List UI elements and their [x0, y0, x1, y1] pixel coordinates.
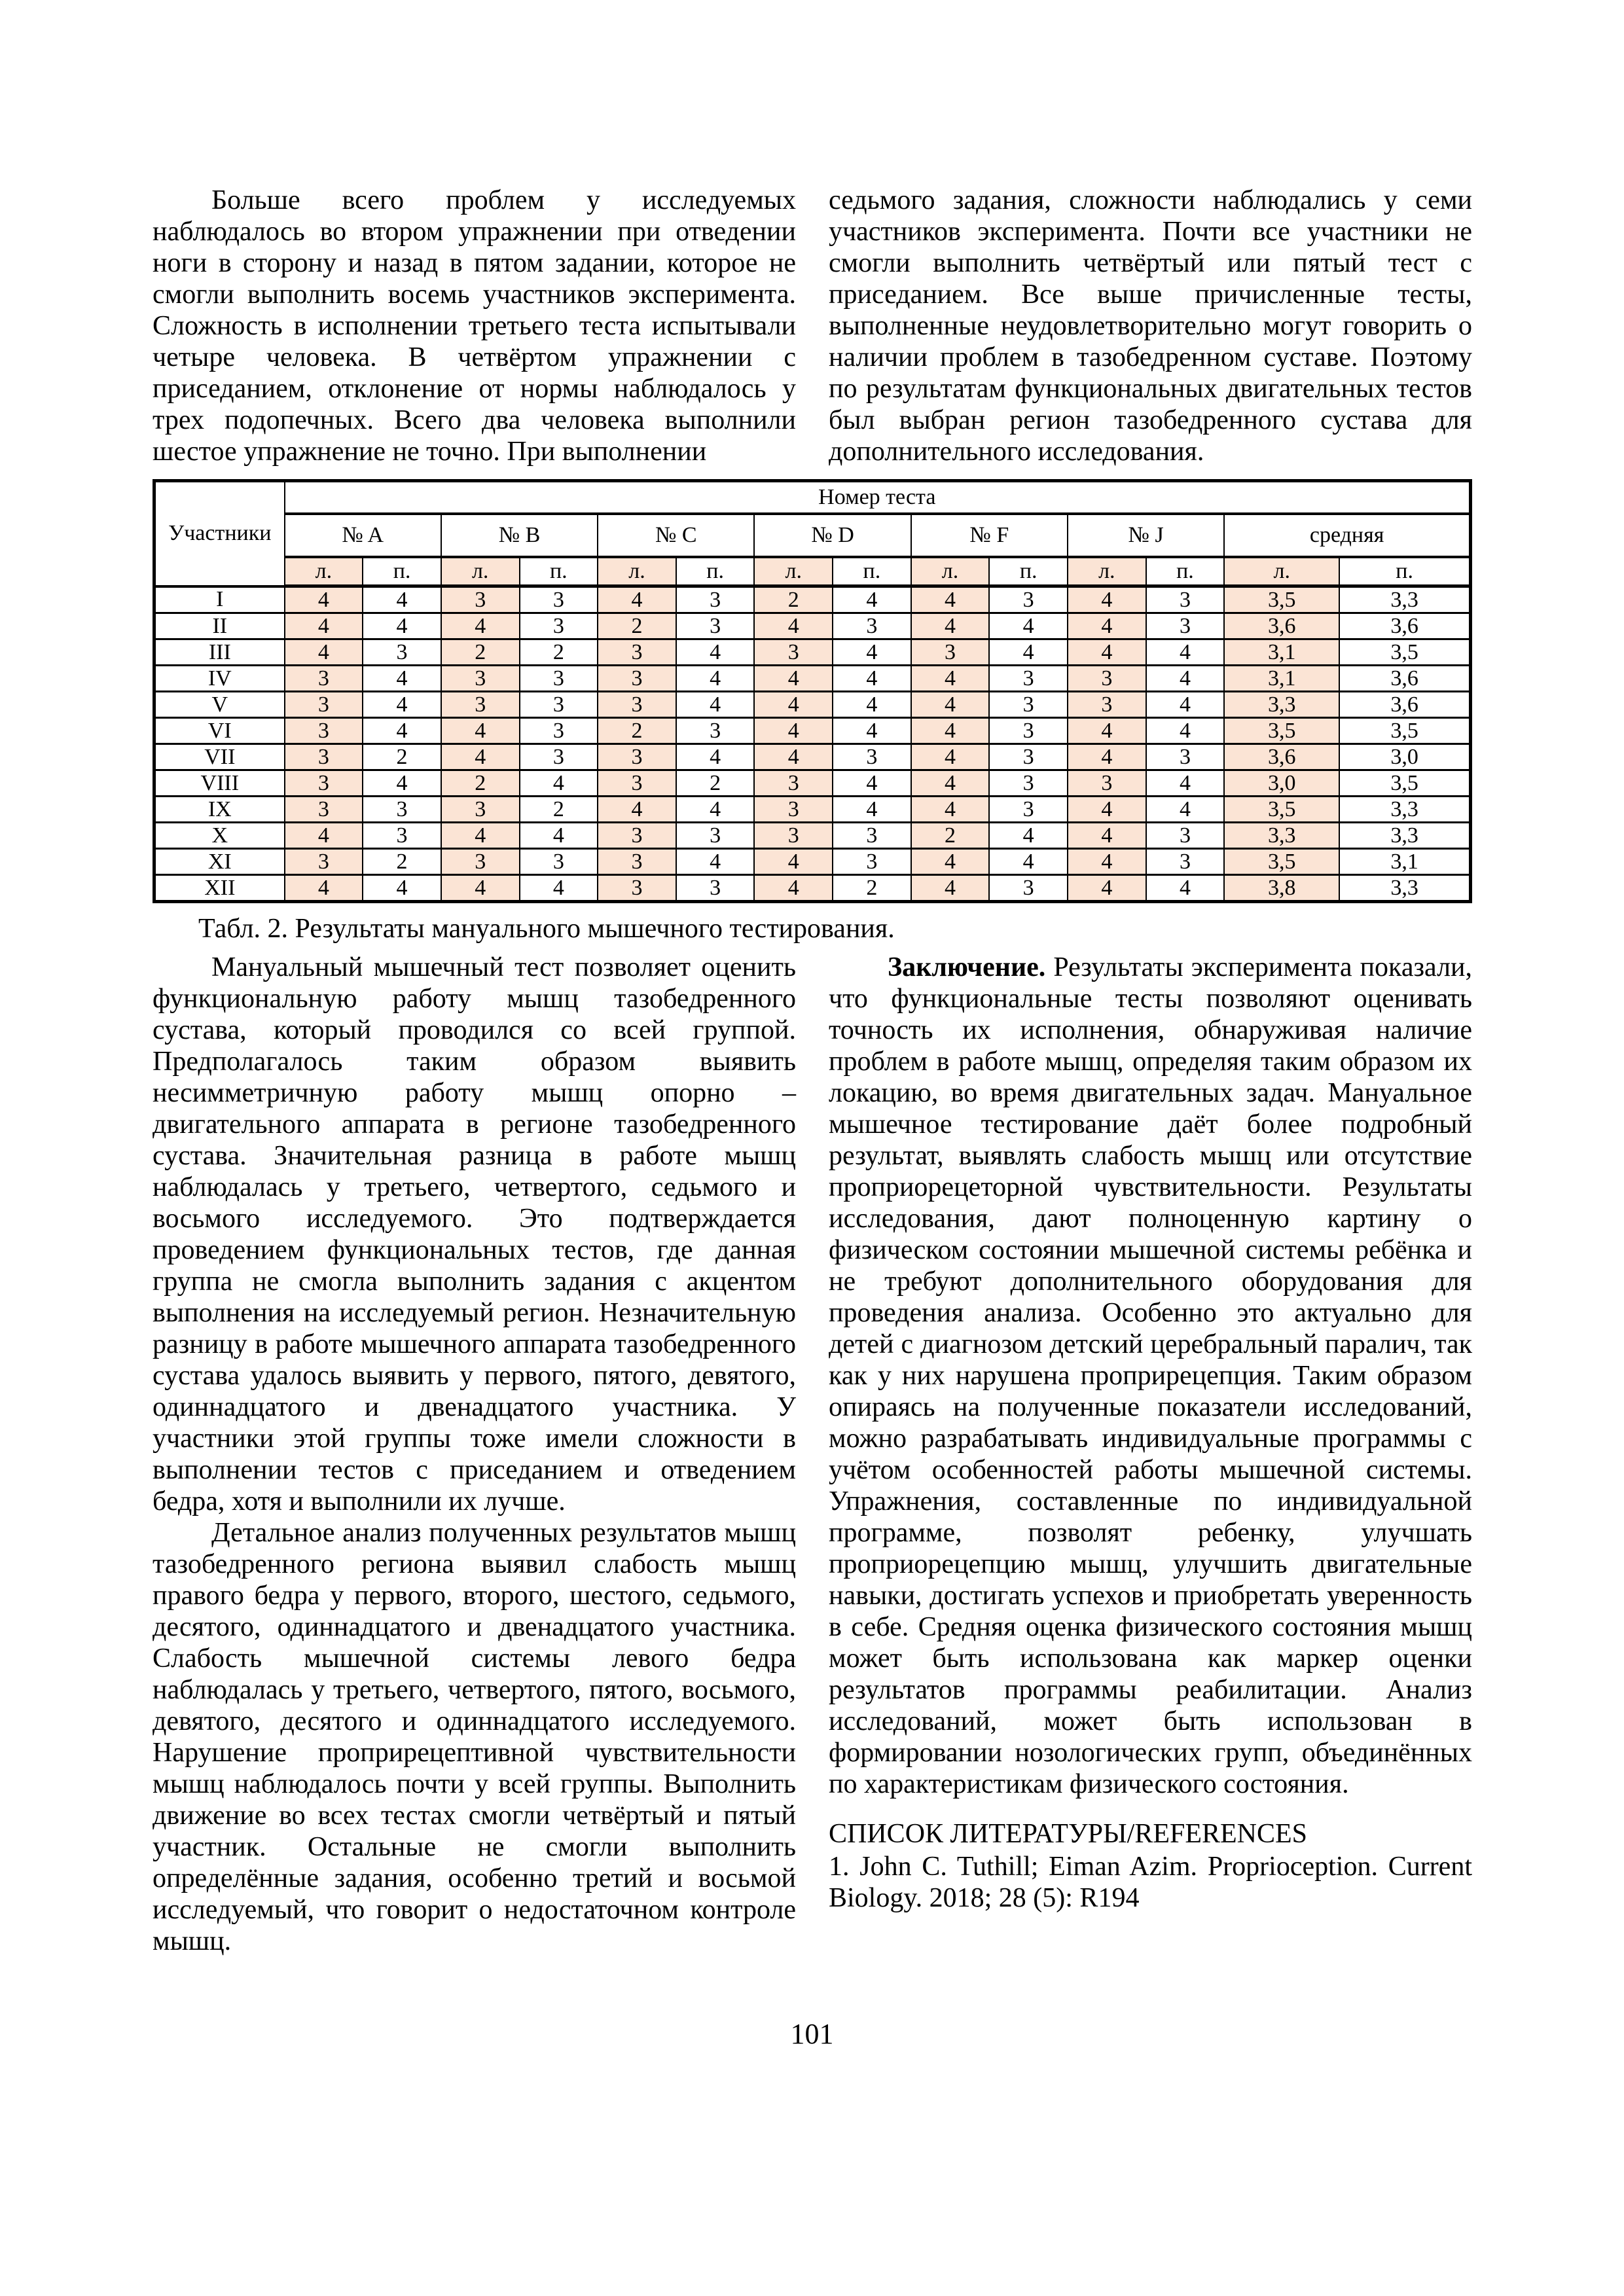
table-cell: 3 [598, 875, 676, 902]
group-header: средняя [1224, 514, 1470, 557]
table-cell: 4 [285, 586, 363, 613]
table-cell: 2 [598, 718, 676, 744]
table-cell: 4 [520, 823, 598, 849]
table-cell: 4 [1146, 639, 1225, 666]
participant-cell: IV [154, 666, 285, 692]
table-cell: 3,1 [1339, 849, 1470, 875]
table-cell: 3 [598, 770, 676, 797]
table-cell: 4 [754, 744, 833, 770]
table-cell: 3 [1146, 823, 1225, 849]
table-cell: 3 [285, 666, 363, 692]
table-cell: 3,3 [1339, 823, 1470, 849]
table-cell: 3 [1146, 744, 1225, 770]
participant-cell: VI [154, 718, 285, 744]
table-cell: 4 [754, 692, 833, 718]
table-cell: 3 [833, 744, 911, 770]
table-row [154, 613, 1471, 639]
table-row [154, 797, 1471, 823]
table-cell: 3 [520, 613, 598, 639]
top-right-column [829, 185, 1472, 467]
group-header: № C [598, 514, 754, 557]
table-cell: 3 [363, 823, 441, 849]
paragraph: Детальное анализ полученных результатов мышц тазобедренного региона выявил слабость мышц правого бедра у первого, второго, шестого, седьмого, десятого, одиннадцатого и двенадцатого участника. Слабость мышечной системы левого бедра наблюдалась у третьего, четвертого, пятого, восьмого, девятого, десятого и одиннадцатого исследуемого. Нарушение проприрецептивной чувствительности мышц наблюдалось почти у всей группы. Выполнить движение во всех тестах смогли четвёртый и пятый участник. Остальные не смогли выполнить определённые задания, особенно третий и восьмой исследуемый, что говорит о недостаточном контроле мышц. [153, 1518, 796, 1956]
table-cell: 3 [598, 849, 676, 875]
table-cell: 4 [285, 875, 363, 902]
references-heading: СПИСОК ЛИТЕРАТУРЫ/REFERENCES [829, 1819, 1308, 1849]
table-cell: 3,8 [1224, 875, 1339, 902]
table-header-row [154, 481, 1471, 514]
participant-cell: X [154, 823, 285, 849]
table-cell: 4 [833, 639, 911, 666]
table-cell: 3 [520, 744, 598, 770]
participant-cell: XI [154, 849, 285, 875]
table-cell: 4 [363, 613, 441, 639]
table-cell: 4 [911, 849, 990, 875]
results-table [153, 479, 1472, 903]
table-cell: 3 [598, 744, 676, 770]
table-cell: 4 [441, 613, 520, 639]
table-cell: 3,5 [1224, 586, 1339, 613]
table-cell: 2 [754, 586, 833, 613]
table-cell: 3 [285, 692, 363, 718]
table-cell: 3 [833, 849, 911, 875]
table-cell: 3,6 [1339, 666, 1470, 692]
participant-cell: II [154, 613, 285, 639]
table-cell: 4 [1146, 797, 1225, 823]
participant-cell: VIII [154, 770, 285, 797]
table-group-header-row [154, 514, 1471, 557]
table-cell: 4 [676, 666, 755, 692]
table-cell: 3 [441, 586, 520, 613]
table-cell: 4 [1146, 770, 1225, 797]
table-cell: 4 [598, 586, 676, 613]
subcolumn-header: п. [520, 557, 598, 586]
table-body [154, 586, 1471, 902]
conclusion-paragraph [829, 952, 1472, 1800]
table-cell: 4 [598, 797, 676, 823]
conclusion-text: Результаты эксперимента показали, что функциональные тесты позволяют оценивать точность их исполнения, обнаруживая наличие проблем в работе мышц, определяя таким образом их локацию, во время двигательных задач. Мануальное мышечное тестирование даёт более подробный результат, выявлять слабость мышц или отсутствие проприорецеторной чувствительности. Результаты исследования, дают полноценную картину о физическом состоянии мышечной системы ребёнка и не требуют дополнительного оборудования для проведения анализа. Особенно это актуально для детей с диагнозом детский церебральный паралич, так как у них нарушена проприрецепция. Таким образом опираясь на полученные показатели исследований, можно разрабатывать индивидуальные программы с учётом особенностей работы мышечной системы. Упражнения, составленные по индивидуальной программе, позволят ребенку, улучшать проприорецепцию мышц, улучшить двигательные навыки, достигать успехов и приобретать уверенность в себе. Средняя оценка физического состояния мышц может быть использована как маркер оценки результатов программы реабилитации. Анализ исследований, может быть использован в формировании нозологических групп, объединённых по характеристикам физического состояния. [829, 952, 1472, 1799]
table-cell: 4 [754, 875, 833, 902]
bottom-left-column [153, 952, 796, 1957]
top-left-column [153, 185, 796, 467]
table-cell: 3,3 [1224, 692, 1339, 718]
table-cell: 3 [1068, 770, 1146, 797]
table-cell: 3 [285, 770, 363, 797]
table-cell: 3 [676, 613, 755, 639]
table-cell: 4 [911, 613, 990, 639]
subcolumn-header: л. [598, 557, 676, 586]
table-cell: 4 [1146, 666, 1225, 692]
table-cell: 3 [676, 718, 755, 744]
table-cell: 3 [1068, 666, 1146, 692]
table-cell: 4 [1068, 849, 1146, 875]
top-text-section [153, 185, 1472, 467]
table-cell: 3 [363, 797, 441, 823]
table-cell: 4 [754, 613, 833, 639]
table-cell: 4 [363, 718, 441, 744]
table-cell: 3,5 [1224, 849, 1339, 875]
table-cell: 3,5 [1224, 718, 1339, 744]
table-row [154, 744, 1471, 770]
subcolumn-header: п. [363, 557, 441, 586]
table-cell: 3 [676, 875, 755, 902]
table-cell: 3 [989, 718, 1068, 744]
table-cell: 3,3 [1224, 823, 1339, 849]
table-cell: 3 [754, 797, 833, 823]
table-cell: 3 [1068, 692, 1146, 718]
table-cell: 3 [520, 718, 598, 744]
table-cell: 4 [911, 875, 990, 902]
table-cell: 3 [989, 797, 1068, 823]
table-cell: 3,0 [1339, 744, 1470, 770]
table-subheader-row [154, 557, 1471, 586]
table-cell: 3 [441, 666, 520, 692]
table-cell: 4 [1146, 692, 1225, 718]
table-row [154, 692, 1471, 718]
participant-cell: III [154, 639, 285, 666]
table-cell: 3,1 [1224, 639, 1339, 666]
table-cell: 3 [285, 797, 363, 823]
table-cell: 3,0 [1224, 770, 1339, 797]
table-cell: 4 [754, 666, 833, 692]
table-cell: 4 [1068, 823, 1146, 849]
table-cell: 3,5 [1224, 797, 1339, 823]
table-cell: 4 [754, 718, 833, 744]
bottom-text-section [153, 952, 1472, 1957]
participant-cell: VII [154, 744, 285, 770]
table-cell: 4 [676, 639, 755, 666]
table-cell: 3 [989, 586, 1068, 613]
table-cell: 2 [520, 639, 598, 666]
table-cell: 3,6 [1224, 744, 1339, 770]
group-header: № F [911, 514, 1068, 557]
table-cell: 3,6 [1339, 692, 1470, 718]
participants-column-header: Участники [154, 481, 285, 586]
table-cell: 3 [598, 692, 676, 718]
table-cell: 3 [989, 692, 1068, 718]
table-cell: 3 [285, 718, 363, 744]
table-cell: 4 [363, 666, 441, 692]
subcolumn-header: л. [1224, 557, 1339, 586]
table-cell: 4 [833, 718, 911, 744]
table-cell: 3 [833, 613, 911, 639]
table-cell: 3 [754, 639, 833, 666]
paragraph: Мануальный мышечный тест позволяет оценить функциональную работу мышц тазобедренного сустава, который проводился со всей группой. Предполагалось таким образом выявить несимметричную работу мышц опорно – двигательного аппарата в регионе тазобедренного сустава. Значительная разница в работе мышц наблюдалась у третьего, четвертого, седьмого и восьмого исследуемого. Это подтверждается проведением функциональных тестов, где данная группа не смогла выполнить задания с акцентом выполнения на исследуемый регион. Незначительную разницу в работе мышечного аппарата тазобедренного сустава удалось выявить у первого, пятого, девятого, одиннадцатого и двенадцатого участника. У участники этой группы тоже имели сложности в выполнении тестов с приседанием и отведением бедра, хотя и выполнили их лучше. [153, 952, 796, 1516]
table-cell: 4 [911, 666, 990, 692]
table-cell: 4 [1068, 875, 1146, 902]
table-cell: 4 [1068, 744, 1146, 770]
table-cell: 3 [1146, 849, 1225, 875]
group-header: № D [754, 514, 911, 557]
table-row [154, 875, 1471, 902]
table-cell: 3 [520, 586, 598, 613]
table-cell: 3,5 [1339, 718, 1470, 744]
table-cell: 4 [1146, 718, 1225, 744]
table-cell: 4 [911, 692, 990, 718]
table-cell: 4 [1068, 586, 1146, 613]
table-cell: 4 [285, 823, 363, 849]
table-row [154, 823, 1471, 849]
table-cell: 4 [676, 849, 755, 875]
subcolumn-header: л. [1068, 557, 1146, 586]
table-cell: 3 [441, 692, 520, 718]
group-header: № A [285, 514, 441, 557]
table-cell: 3 [989, 875, 1068, 902]
page-number: 101 [790, 2018, 834, 2050]
table-cell: 3 [833, 823, 911, 849]
table-cell: 3 [598, 639, 676, 666]
bottom-right-column [829, 952, 1472, 1957]
subcolumn-header: п. [833, 557, 911, 586]
table-cell: 4 [1068, 639, 1146, 666]
table-cell: 2 [911, 823, 990, 849]
paragraph: седьмого задания, сложности наблюдались у семи участников эксперимента. Почти все участники не смогли выполнить четвёртый или пятый тест с приседанием. Все выше причисленные тесты, выполненные неудовлетворительно могут говорить о наличии проблем в тазобедренном суставе. Поэтому по результатам функциональных двигательных тестов был выбран регион тазобедренного сустава для дополнительного исследования. [829, 185, 1472, 467]
table-cell: 3 [520, 692, 598, 718]
table-cell: 3 [520, 849, 598, 875]
page-content [153, 185, 1472, 1957]
subcolumn-header: л. [285, 557, 363, 586]
table-cell: 2 [676, 770, 755, 797]
table-cell: 3 [520, 666, 598, 692]
participant-cell: XII [154, 875, 285, 902]
table-cell: 3 [754, 770, 833, 797]
table-cell: 4 [520, 770, 598, 797]
table-cell: 4 [676, 692, 755, 718]
table-cell: 4 [911, 586, 990, 613]
table-cell: 4 [989, 613, 1068, 639]
table-cell: 2 [598, 613, 676, 639]
table-cell: 3 [989, 770, 1068, 797]
table-cell: 4 [754, 849, 833, 875]
table-row [154, 586, 1471, 613]
subcolumn-header: л. [911, 557, 990, 586]
table-cell: 2 [441, 770, 520, 797]
table-cell: 3,3 [1339, 875, 1470, 902]
table-cell: 3,3 [1339, 797, 1470, 823]
table-cell: 4 [441, 718, 520, 744]
table-row [154, 639, 1471, 666]
table-row [154, 770, 1471, 797]
subcolumn-header: п. [989, 557, 1068, 586]
table-row [154, 849, 1471, 875]
table-cell: 2 [363, 744, 441, 770]
table-cell: 3,3 [1339, 586, 1470, 613]
table-cell: 3,6 [1224, 613, 1339, 639]
table-cell: 4 [911, 770, 990, 797]
table-cell: 4 [676, 744, 755, 770]
table-cell: 2 [520, 797, 598, 823]
table-cell: 3 [1146, 586, 1225, 613]
table-cell: 4 [989, 823, 1068, 849]
table-cell: 4 [363, 692, 441, 718]
table-cell: 4 [833, 770, 911, 797]
table-caption: Табл. 2. Результаты мануального мышечного тестирования. [198, 914, 895, 944]
tests-header: Номер теста [285, 481, 1471, 514]
table-cell: 4 [911, 718, 990, 744]
table-cell: 4 [441, 875, 520, 902]
table-cell: 2 [363, 849, 441, 875]
table-cell: 4 [833, 692, 911, 718]
table-cell: 4 [911, 744, 990, 770]
table-cell: 4 [833, 797, 911, 823]
table-row [154, 718, 1471, 744]
subcolumn-header: п. [676, 557, 755, 586]
table-cell: 3 [676, 823, 755, 849]
table-cell: 3 [598, 823, 676, 849]
table-cell: 3,5 [1339, 639, 1470, 666]
paragraph: Больше всего проблем у исследуемых наблюдалось во втором упражнении при отведении ноги в сторону и назад в пятом задании, которое не смогли выполнить восемь участников эксперимента. Сложность в исполнении третьего теста испытывали четыре человека. В четвёртом упражнении с приседанием, отклонение от нормы наблюдалось у трех подопечных. Всего два человека выполнили шестое упражнение не точно. При выполнении [153, 185, 796, 467]
participant-cell: I [154, 586, 285, 613]
table-cell: 3 [911, 639, 990, 666]
table-cell: 3 [285, 744, 363, 770]
table-row [154, 666, 1471, 692]
table-cell: 3 [676, 586, 755, 613]
table-cell: 4 [363, 875, 441, 902]
participant-cell: IX [154, 797, 285, 823]
table-cell: 3,1 [1224, 666, 1339, 692]
table-cell: 4 [1068, 718, 1146, 744]
table-cell: 4 [285, 639, 363, 666]
table-cell: 4 [1146, 875, 1225, 902]
table-cell: 3 [989, 744, 1068, 770]
table-cell: 3 [363, 639, 441, 666]
table-cell: 4 [989, 849, 1068, 875]
table-cell: 3 [598, 666, 676, 692]
table-cell: 3 [754, 823, 833, 849]
table-cell: 4 [363, 586, 441, 613]
reference-item: 1. John C. Tuthill; Eiman Azim. Proprioception. Current Biology. 2018; 28 (5): R194 [829, 1852, 1472, 1913]
table-cell: 3 [1146, 613, 1225, 639]
table-cell: 4 [833, 666, 911, 692]
group-header: № B [441, 514, 598, 557]
table-cell: 4 [520, 875, 598, 902]
table-header [154, 481, 1471, 586]
table-cell: 4 [911, 797, 990, 823]
table-cell: 3 [441, 849, 520, 875]
subcolumn-header: л. [754, 557, 833, 586]
table-cell: 2 [441, 639, 520, 666]
table-cell: 4 [833, 586, 911, 613]
table-cell: 4 [441, 744, 520, 770]
subcolumn-header: п. [1339, 557, 1470, 586]
participant-cell: V [154, 692, 285, 718]
table-cell: 4 [441, 823, 520, 849]
table-cell: 4 [989, 639, 1068, 666]
subcolumn-header: п. [1146, 557, 1225, 586]
table-cell: 4 [1068, 797, 1146, 823]
table-cell: 4 [285, 613, 363, 639]
table-cell: 3,5 [1339, 770, 1470, 797]
table-cell: 3 [989, 666, 1068, 692]
subcolumn-header: л. [441, 557, 520, 586]
table-cell: 4 [676, 797, 755, 823]
conclusion-label: Заключение. [888, 952, 1046, 982]
table-cell: 4 [1068, 613, 1146, 639]
table-cell: 3,6 [1339, 613, 1470, 639]
table-cell: 3 [285, 849, 363, 875]
table-cell: 2 [833, 875, 911, 902]
table-cell: 3 [441, 797, 520, 823]
table-cell: 4 [363, 770, 441, 797]
group-header: № J [1068, 514, 1224, 557]
